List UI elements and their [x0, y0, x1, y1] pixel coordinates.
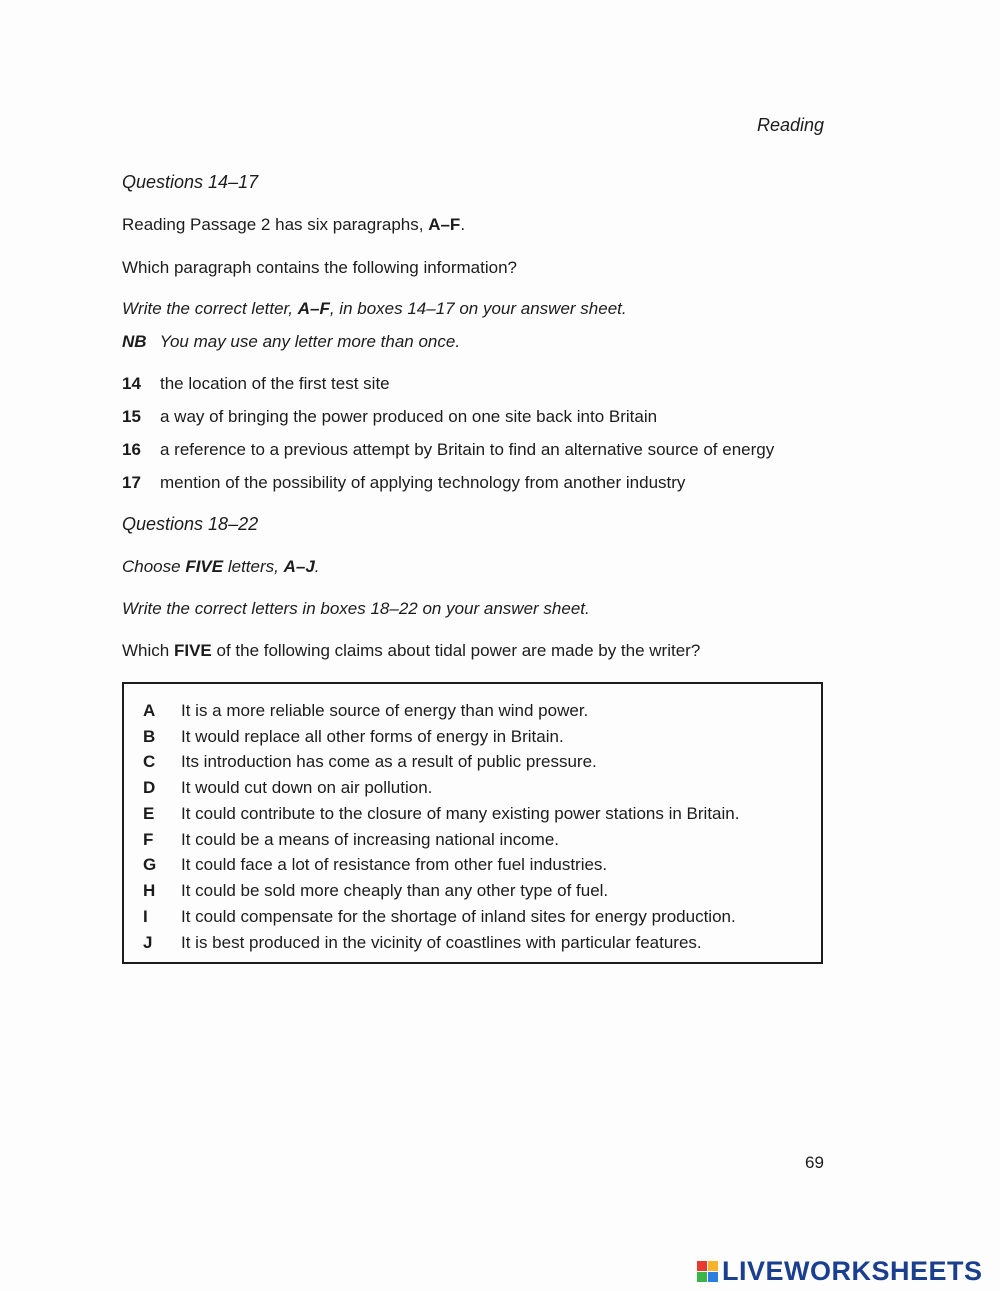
question-text: mention of the possibility of applying technology from another industry	[160, 473, 686, 492]
question-number: 14	[122, 374, 141, 393]
option-letter: C	[143, 752, 156, 771]
nb-note: NB You may use any letter more than once.	[122, 332, 461, 351]
option-text: It would cut down on air pollution.	[181, 778, 433, 797]
instruction-14-17: Write the correct letter, A–F, in boxes 14–17 on your answer sheet.	[122, 299, 627, 318]
option-text: It is a more reliable source of energy than wind power.	[181, 701, 589, 720]
option-letter: D	[143, 778, 156, 797]
option-letter: A	[143, 701, 156, 720]
option-letter: E	[143, 804, 155, 823]
option-letter: B	[143, 727, 156, 746]
questions-18-22-title: Questions 18–22	[122, 514, 259, 534]
question-text: a way of bringing the power produced on one site back into Britain	[160, 407, 658, 426]
option-letter: G	[143, 855, 157, 874]
option-letter: J	[143, 933, 153, 952]
option-text: It could contribute to the closure of many existing power stations in Britain.	[181, 804, 740, 823]
page-number: 69	[805, 1153, 824, 1172]
intro-question: Which paragraph contains the following information?	[122, 258, 518, 277]
question-text: a reference to a previous attempt by Britain to find an alternative source of energy	[160, 440, 775, 459]
options-box	[122, 682, 823, 964]
logo-squares-icon	[697, 1261, 718, 1282]
option-text: It would replace all other forms of energy in Britain.	[181, 727, 564, 746]
option-text: It could face a lot of resistance from other fuel industries.	[181, 855, 608, 874]
brand-name: LIVEWORKSHEETS	[722, 1255, 983, 1286]
option-text: It could be a means of increasing national income.	[181, 830, 560, 849]
option-text: It is best produced in the vicinity of coastlines with particular features.	[181, 933, 702, 952]
question-text: the location of the first test site	[160, 374, 390, 393]
option-letter: F	[143, 830, 154, 849]
instruction-18-22: Write the correct letters in boxes 18–22 on your answer sheet.	[122, 599, 590, 618]
option-letter: I	[143, 907, 148, 926]
question-number: 15	[122, 407, 141, 426]
question-18-22-prompt: Which FIVE of the following claims about tidal power are made by the writer?	[122, 641, 701, 660]
question-number: 17	[122, 473, 141, 492]
option-text: Its introduction has come as a result of public pressure.	[181, 752, 597, 771]
option-letter: H	[143, 881, 156, 900]
option-text: It could compensate for the shortage of inland sites for energy production.	[181, 907, 736, 926]
questions-14-17-title: Questions 14–17	[122, 172, 259, 192]
section-header: Reading	[757, 115, 825, 135]
choose-instruction: Choose FIVE letters, A–J.	[122, 557, 320, 576]
option-text: It could be sold more cheaply than any other type of fuel.	[181, 881, 609, 900]
intro-paragraphs: Reading Passage 2 has six paragraphs, A–F.	[122, 215, 466, 234]
liveworksheets-logo[interactable]	[697, 1256, 983, 1286]
question-number: 16	[122, 440, 141, 459]
